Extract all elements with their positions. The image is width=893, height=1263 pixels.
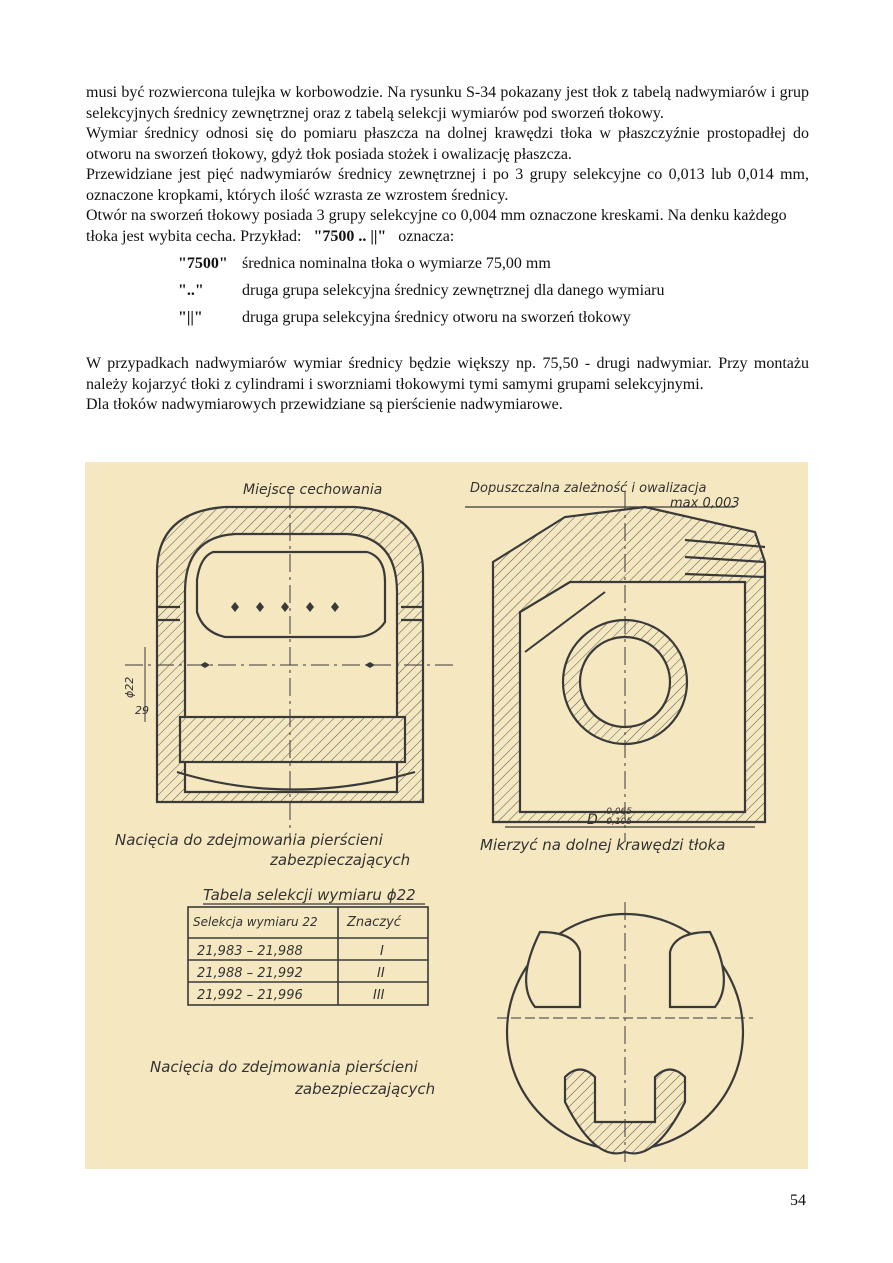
- paragraph: W przypadkach nadwymiarów wymiar średnicy będzie większy np. 75,50 - drugi nadwymiar. Przy montażu należy kojarzyć tłoki z cylindrami i sworzniami tłokowymi tymi samymi grupami selekcyjnymi.: [86, 355, 809, 393]
- definition-key: "7500": [178, 255, 228, 273]
- definition-key: "..": [178, 282, 204, 300]
- definition-text: średnica nominalna tłoka o wymiarze 75,00 mm: [242, 255, 551, 273]
- definition-row: [178, 305, 809, 332]
- body-text: [86, 83, 809, 416]
- table-title: Tabela selekcji wymiaru ϕ22: [203, 886, 416, 904]
- paragraph: Przewidziane jest pięć nadwymiarów średnicy zewnętrznej i po 3 grupy selekcyjne co 0,013 lub 0,014 mm, oznaczone kropkami, których ilość wzrasta ze wzrostem średnicy.: [86, 166, 809, 204]
- paragraph: musi być rozwiercona tulejka w korbowodzie. Na rysunku S-34 pokazany jest tłok z tabelą nadwymiarów i grup selekcyjnych średnicy zewnętrznej oraz z tabelą selekcji wymiarów pod sworzeń tłokowy.: [86, 84, 809, 122]
- paragraph: Wymiar średnicy odnosi się do pomiaru płaszcza na dolnej krawędzi tłoka w płaszczyźnie prostopadłej do otworu na sworzeń tłokowy, gdyż tłok posiada stożek i owalizację płaszcza.: [86, 125, 809, 163]
- paragraph: Dla tłoków nadwymiarowych przewidziane są pierścienie nadwymiarowe.: [86, 396, 563, 413]
- label-naciecia-1a: Nacięcia do zdejmowania pierścieni: [115, 831, 383, 849]
- paragraph-text: Otwór na sworzeń tłokowy posiada 3 grupy selekcyjne co 0,004 mm oznaczone kreskami. Na denku każdego tłoka jest wybita cecha. Przykład:: [86, 207, 787, 245]
- table-cell: 21,983 – 21,988: [197, 944, 303, 959]
- label-miejsce: Miejsce cechowania: [243, 482, 383, 498]
- table-cell: I: [380, 944, 384, 959]
- label-phi: ϕ22: [123, 676, 136, 698]
- definition-text: druga grupa selekcyjna średnicy zewnętrznej dla danego wymiaru: [242, 282, 665, 300]
- selection-table: [188, 886, 428, 1005]
- label-naciecia-2a: Nacięcia do zdejmowania pierścieni: [150, 1058, 418, 1076]
- definition-text: druga grupa selekcyjna średnicy otworu na sworzeń tłokowy: [242, 309, 631, 327]
- definition-row: [178, 278, 809, 305]
- definition-row: [178, 251, 809, 278]
- label-mierzyc: Mierzyć na dolnej krawędzi tłoka: [480, 836, 726, 854]
- piston-bottom-view: [497, 902, 753, 1162]
- label-d-tol-dn: -0,105: [603, 817, 633, 827]
- definition-key: "||": [178, 309, 203, 327]
- table-header-znaczyc: Znaczyć: [347, 915, 401, 930]
- label-naciecia-2b: zabezpieczających: [295, 1080, 436, 1098]
- label-dopuszczalna: Dopuszczalna zależność i owalizacja: [470, 481, 707, 496]
- piston-section-left: [125, 492, 455, 842]
- piston-section-right: [465, 492, 765, 842]
- definition-list: [178, 251, 809, 332]
- label-d-tol-up: -0,065: [603, 807, 633, 817]
- label-d: D: [587, 812, 598, 828]
- page-number: 54: [790, 1192, 806, 1209]
- table-cell: 21,988 – 21,992: [197, 966, 303, 981]
- table-header-selekcja: Selekcja wymiaru 22: [193, 915, 318, 929]
- label-dim-29: 29: [135, 704, 149, 717]
- piston-technical-drawing: [85, 462, 808, 1169]
- table-cell: 21,992 – 21,996: [197, 988, 303, 1003]
- table-cell: II: [377, 966, 385, 981]
- label-naciecia-1b: zabezpieczających: [270, 851, 411, 869]
- table-cell: III: [373, 988, 385, 1003]
- label-max: max 0,003: [670, 496, 740, 511]
- example-suffix: oznacza:: [398, 227, 455, 245]
- example-code: "7500 .. ||": [313, 227, 387, 245]
- paragraph: [86, 206, 809, 247]
